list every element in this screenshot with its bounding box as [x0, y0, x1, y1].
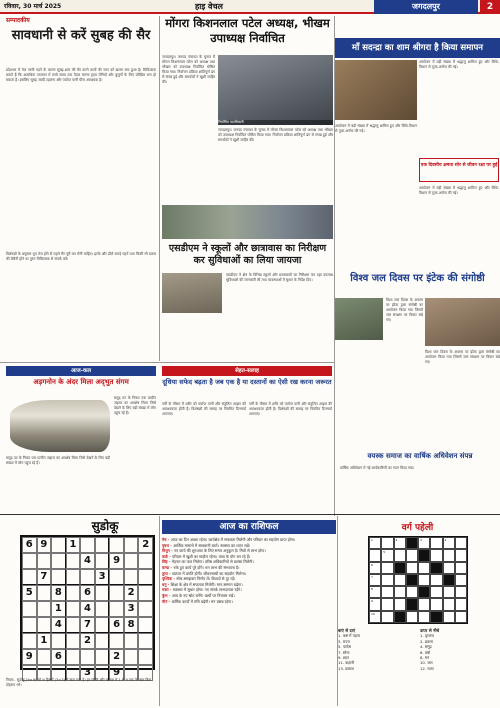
sudoku-cell[interactable]: 4	[80, 553, 95, 569]
crossword-cell[interactable]	[369, 586, 381, 598]
sudoku-cell[interactable]: 9	[109, 553, 124, 569]
crossword-cell[interactable]	[430, 537, 442, 549]
sudoku-cell[interactable]	[22, 601, 37, 617]
zodiac-sign: तुला -	[162, 570, 172, 576]
feature2-band: सेहत-सलाह	[162, 366, 332, 376]
sudoku-cell[interactable]	[37, 553, 52, 569]
crossword-cell[interactable]	[381, 549, 393, 561]
crossword-cell[interactable]	[455, 562, 467, 574]
sudoku-cell[interactable]	[124, 649, 139, 665]
sudoku-cell[interactable]	[138, 601, 153, 617]
sudoku-cell[interactable]	[66, 649, 81, 665]
sudoku-cell[interactable]: 1	[66, 537, 81, 553]
right-body-2-continued: विश्व जल दिवस के अवसर पर इंटेक द्वारा संगोष्ठी का आयोजन किया गया जिसमें जल संरक्षण पर विचार रखे गए।	[425, 350, 500, 365]
horoscope-text: रुके हुए कार्य पूरे होंगे। धन लाभ की संभावना है।	[173, 564, 240, 570]
crossword-cell[interactable]	[381, 586, 393, 598]
zodiac-sign: कन्या -	[162, 564, 174, 570]
right-body-3: वार्षिक अधिवेशन में नई कार्यकारिणी का गठन किया गया।	[340, 466, 415, 470]
sudoku-cell[interactable]	[95, 553, 110, 569]
lead-body-continued: जगदलपुर। जनपद पंचायत के चुनाव में मोंगरा किशनलाल पटेल को अध्यक्ष तथा भीखम को उपाध्यक्ष निर्वाचित घोषित किया गया। निर्वाचन प्रक्रिया शांतिपूर्ण ढंग से संपन्न हुई और समर्थकों ने खुशी जाहिर की।	[218, 128, 333, 143]
crossword-cell[interactable]	[430, 586, 442, 598]
sudoku-cell[interactable]	[109, 601, 124, 617]
sudoku-cell[interactable]	[22, 617, 37, 633]
crossword-cell[interactable]	[381, 611, 393, 623]
feature2-body: गर्मी के मौसम में शरीर को पर्याप्त पानी और संतुलित आहार की आवश्यकता होती है। विशेषज्ञों की सलाह पर नियमित दिनचर्या अपनाएं।	[162, 402, 246, 417]
sudoku-cell[interactable]	[95, 585, 110, 601]
crossword-clue: 12. राजा	[420, 665, 434, 671]
crossword-cell[interactable]	[430, 574, 442, 586]
sudoku-cell[interactable]: 8	[51, 585, 66, 601]
crossword-cell[interactable]	[369, 598, 381, 610]
shipwreck-photo	[10, 400, 110, 452]
crossword-cell	[394, 611, 406, 623]
sudoku-cell[interactable]	[95, 601, 110, 617]
crossword-cell-number: 4	[444, 538, 447, 542]
crossword-cell[interactable]	[455, 537, 467, 549]
sudoku-cell[interactable]: 1	[37, 633, 52, 649]
sudoku-cell[interactable]	[138, 649, 153, 665]
feature-band: आज-कल	[6, 366, 156, 376]
crossword-clue: 10. जल	[420, 660, 433, 666]
zodiac-sign: वृषभ -	[162, 542, 174, 548]
zodiac-sign: सिंह -	[162, 559, 172, 565]
crossword-cell[interactable]	[443, 598, 455, 610]
story2-inset-photo	[162, 273, 222, 313]
sudoku-grid[interactable]	[20, 535, 155, 678]
crossword-clue: 2. ढकना	[420, 638, 433, 644]
horoscope-text: आर्थिक मामलों में सावधानी बरतें। स्वास्थ्य का ध्यान रखें।	[173, 542, 251, 548]
crossword-cell-number: 1	[371, 538, 373, 542]
sudoku-cell[interactable]	[37, 601, 52, 617]
zodiac-sign: कर्क -	[162, 553, 173, 559]
feature2-body-continued: गर्मी के मौसम में शरीर को पर्याप्त पानी और संतुलित आहार की आवश्यकता होती है। विशेषज्ञों की सलाह पर नियमित दिनचर्या अपनाएं।	[249, 402, 332, 417]
sudoku-cell[interactable]	[66, 585, 81, 601]
sudoku-cell[interactable]	[80, 649, 95, 665]
crossword-clue: 6. वर्षा	[420, 649, 431, 655]
crossword-cell[interactable]	[369, 549, 381, 561]
sudoku-cell[interactable]: 1	[51, 601, 66, 617]
sudoku-cell[interactable]: 5	[22, 585, 37, 601]
sudoku-cell[interactable]	[95, 633, 110, 649]
crossword-cell[interactable]	[443, 562, 455, 574]
crossword-cell[interactable]	[381, 574, 393, 586]
crossword-cell-number: 3	[420, 538, 422, 542]
horoscope-text: परिवार में खुशी का माहौल रहेगा। यात्रा के योग बन रहे हैं।	[172, 553, 251, 559]
page-number: 2	[480, 0, 500, 14]
sudoku-cell[interactable]: 8	[124, 617, 139, 633]
lead-photo	[218, 55, 333, 125]
crossword-clue: 5. परदेस	[338, 644, 352, 650]
crossword-clue: 8. मन	[420, 655, 430, 661]
sudoku-cell[interactable]	[95, 617, 110, 633]
zodiac-sign: मेष -	[162, 537, 171, 542]
sudoku-cell[interactable]	[138, 585, 153, 601]
crossword-down-clues	[420, 628, 498, 671]
sudoku-cell[interactable]: 4	[51, 617, 66, 633]
sudoku-cell[interactable]	[124, 553, 139, 569]
lead-headline: मोंगरा किशनलाल पटेल अध्यक्ष, भीखम उपाध्यक्ष निर्वाचित	[165, 16, 330, 45]
crossword-cell	[406, 574, 418, 586]
sudoku-cell[interactable]: 3	[95, 569, 110, 585]
crossword-cell[interactable]	[406, 549, 418, 561]
sudoku-cell[interactable]: 6	[80, 585, 95, 601]
crossword-cell	[418, 549, 430, 561]
crossword-clue: 9. शहर	[338, 655, 349, 661]
sudoku-title: सुडोकू	[91, 519, 119, 533]
crossword-cell-number: 9	[371, 599, 373, 604]
sudoku-cell[interactable]: 7	[80, 617, 95, 633]
horoscope-text: नए कार्य की शुरुआत के लिए समय अनुकूल है। मित्रों से लाभ होगा।	[174, 548, 266, 554]
sudoku-cell[interactable]: 9	[37, 537, 52, 553]
feature-body: समुद्र तट के निकट एक प्राचीन जहाज का अवशेष मिला जिसे देखने के लिए बड़ी संख्या में लोग पहुंच रहे हैं।	[114, 396, 156, 416]
crossword-cell	[394, 562, 406, 574]
zodiac-sign: मीन -	[162, 598, 172, 604]
crossword-cell[interactable]	[443, 611, 455, 623]
sudoku-cell[interactable]	[124, 633, 139, 649]
right-headline-2: विश्व जल दिवस पर इंटेक की संगोष्ठी	[350, 273, 485, 284]
crossword-cell[interactable]	[381, 598, 393, 610]
sudoku-cell[interactable]: 2	[109, 649, 124, 665]
crossword-cell[interactable]	[369, 574, 381, 586]
crossword-cell[interactable]	[418, 574, 430, 586]
sudoku-cell[interactable]: 2	[138, 537, 153, 553]
crossword-cell[interactable]	[455, 574, 467, 586]
sudoku-cell[interactable]	[51, 537, 66, 553]
crossword-cell[interactable]	[455, 598, 467, 610]
sudoku-cell[interactable]	[109, 633, 124, 649]
sudoku-cell[interactable]	[66, 633, 81, 649]
publication-name: हाइ वेचल	[195, 2, 223, 11]
section-divider	[0, 514, 500, 515]
crossword-clue: 4. समुद्र	[420, 644, 432, 650]
sudoku-cell[interactable]: 4	[80, 601, 95, 617]
crossword-cell[interactable]	[443, 549, 455, 561]
horoscope-text: आज का दिन अच्छा रहेगा। कार्यक्षेत्र में सफलता मिलेगी और परिवार का सहयोग प्राप्त होगा।	[170, 537, 296, 542]
right-body-1: आयोजन में बड़ी संख्या में श्रद्धालु शामिल हुए और विधि-विधान से पूजा-अर्चना की गई।	[419, 60, 499, 70]
crossword-cell	[406, 598, 418, 610]
sudoku-cell[interactable]: 6	[109, 617, 124, 633]
crossword-clues	[338, 628, 498, 706]
crossword-cell-number: 7	[371, 574, 373, 579]
sudoku-cell[interactable]	[95, 649, 110, 665]
crossword-grid[interactable]	[368, 536, 468, 624]
sudoku-cell[interactable]	[66, 601, 81, 617]
feature-body-continued: समुद्र तट के निकट एक प्राचीन जहाज का अवशेष मिला जिसे देखने के लिए बड़ी संख्या में लोग पहुंच रहे हैं।	[6, 456, 110, 466]
horoscope-item	[162, 599, 336, 605]
issue-date: रविवार, 30 मार्च 2025	[4, 3, 62, 10]
sudoku-cell[interactable]: 7	[37, 569, 52, 585]
sudoku-cell[interactable]: 9	[109, 665, 124, 681]
crossword-cell-number: 5	[383, 550, 386, 555]
zodiac-sign: मिथुन -	[162, 548, 175, 554]
sudoku-cell[interactable]: 6	[51, 649, 66, 665]
right-box-body: आयोजन में बड़ी संख्या में श्रद्धालु शामिल हुए और विधि-विधान से पूजा-अर्चना की गई।	[419, 186, 499, 196]
crossword-cell[interactable]	[381, 562, 393, 574]
crossword-cell	[430, 562, 442, 574]
crossword-across-clues	[338, 628, 416, 671]
sudoku-cell[interactable]	[124, 537, 139, 553]
right-photo-2	[425, 298, 500, 346]
crossword-cell[interactable]	[418, 598, 430, 610]
crossword-cell[interactable]	[418, 537, 430, 549]
story2-photo	[162, 205, 333, 239]
editorial-body-continued: विशेषज्ञों के अनुसार धूप तेज होने से पहले सैर पूरी कर लेनी चाहिए। हल्के और ढीले कपड़े पहनें तथा किसी भी प्रकार की बेचैनी होने पर तुरंत चिकित्सक से संपर्क करें।	[6, 252, 156, 262]
sudoku-cell[interactable]: 2	[124, 585, 139, 601]
crossword-cell[interactable]	[394, 549, 406, 561]
sudoku-cell[interactable]	[138, 633, 153, 649]
crossword-cell[interactable]	[455, 611, 467, 623]
feature-headline: अड़गनोन के अंदर मिला अद्‌भुत संगम	[33, 378, 129, 386]
right-photo-1	[335, 60, 417, 120]
sudoku-cell[interactable]	[37, 585, 52, 601]
sudoku-cell[interactable]: 9	[22, 649, 37, 665]
crossword-cell[interactable]	[443, 537, 455, 549]
editorial-body: प्रदेशभर में तेज गरमी पड़ने के कारण सुबह-शाम की सैर करने वालों की जान को खतरा बना हुआ है। चिकित्सक बताते हैं कि अत्यधिक तापमान में लम्बे समय तक पैदल चलना हृदय रोगियों और बुजुर्गों के लिए जोखिम भरा हो सकता है। इसलिए सुबह जल्दी टहलना और पर्याप्त पानी पीना आवश्यक है।	[6, 68, 156, 83]
sudoku-cell[interactable]	[66, 569, 81, 585]
sudoku-cell[interactable]	[22, 633, 37, 649]
crossword-cell[interactable]	[394, 574, 406, 586]
crossword-cell	[430, 611, 442, 623]
horoscope-text: धार्मिक कार्यों में रुचि बढ़ेगी। मन प्रसन्न रहेगा।	[171, 598, 233, 604]
crossword-cell	[418, 586, 430, 598]
zodiac-sign: मकर -	[162, 587, 173, 593]
horoscope-text: स्वास्थ्य में सुधार होगा। नए संपर्क लाभदायक रहेंगे।	[172, 587, 242, 593]
horoscope-text: सोच-समझकर निर्णय लें। विवादों से दूर रहें।	[176, 576, 236, 582]
story2-body: एसडीएम ने क्षेत्र के विभिन्न स्कूलों और छात्रावासों का निरीक्षण कर वहां उपलब्ध सुविधाओं की जानकारी ली तथा व्यवस्थाओं में सुधार के निर्देश दिए।	[226, 273, 333, 283]
horoscope-title: आज का राशिफल	[162, 520, 336, 534]
crossword-cell[interactable]	[406, 562, 418, 574]
sudoku-cell[interactable]: 6	[22, 537, 37, 553]
crossword-cell[interactable]	[394, 537, 406, 549]
sudoku-cell[interactable]	[51, 553, 66, 569]
sudoku-cell[interactable]	[37, 617, 52, 633]
crossword-cell[interactable]	[430, 549, 442, 561]
right-photo-3	[335, 298, 383, 340]
sudoku-cell[interactable]	[138, 553, 153, 569]
crossword-cell-number: 6	[371, 562, 373, 567]
crossword-cell	[406, 537, 418, 549]
crossword-cell[interactable]	[455, 586, 467, 598]
sudoku-cell[interactable]	[51, 569, 66, 585]
crossword-across-heading: बाएं से दाएं	[338, 628, 356, 633]
sudoku-cell[interactable]	[109, 585, 124, 601]
crossword-clue: 13. प्रकाश	[338, 665, 354, 671]
crossword-cell[interactable]	[369, 537, 381, 549]
lead-body: जगदलपुर। जनपद पंचायत के चुनाव में मोंगरा किशनलाल पटेल को अध्यक्ष तथा भीखम को उपाध्यक्ष निर्वाचित घोषित किया गया। निर्वाचन प्रक्रिया शांतिपूर्ण ढंग से संपन्न हुई और समर्थकों ने खुशी जाहिर की।	[162, 55, 215, 85]
crossword-cell[interactable]	[430, 598, 442, 610]
sudoku-cell[interactable]	[109, 537, 124, 553]
sudoku-cell[interactable]	[22, 553, 37, 569]
crossword-cell[interactable]	[418, 562, 430, 574]
sudoku-cell[interactable]: 2	[80, 633, 95, 649]
sudoku-cell[interactable]	[138, 617, 153, 633]
sudoku-cell[interactable]	[80, 537, 95, 553]
crossword-cell[interactable]	[369, 562, 381, 574]
crossword-clue: 7. सोना	[338, 649, 350, 655]
zodiac-sign: वृश्चिक -	[162, 576, 177, 582]
right-headline-3: वयस्क समाज का वार्षिक अधिवेशन संपन्न	[367, 452, 473, 460]
crossword-cell[interactable]	[418, 611, 430, 623]
lead-photo-caption: निर्वाचित पदाधिकारी	[218, 120, 333, 125]
column-divider	[159, 16, 160, 361]
sudoku-cell[interactable]	[80, 569, 95, 585]
crossword-cell[interactable]	[406, 611, 418, 623]
crossword-clue: 1. कष्ट में पड़ना	[338, 633, 360, 639]
sudoku-cell[interactable]	[66, 617, 81, 633]
sudoku-cell[interactable]	[51, 633, 66, 649]
horoscope-text: मेहनत का फल मिलेगा। वरिष्ठ अधिकारियों से प्रशंसा मिलेगी।	[171, 559, 254, 565]
crossword-cell[interactable]	[443, 586, 455, 598]
crossword-cell-number: 8	[371, 587, 373, 592]
horoscope-text: शिक्षा के क्षेत्र में सफलता मिलेगी। मान-सम्मान बढ़ेगा।	[170, 581, 243, 587]
zodiac-sign: कुंभ -	[162, 592, 172, 598]
crossword-cell-number: 2	[395, 538, 398, 542]
sudoku-cell[interactable]	[138, 569, 153, 585]
zodiac-sign: धनु -	[162, 581, 171, 587]
sudoku-cell[interactable]	[66, 553, 81, 569]
sudoku-cell[interactable]	[109, 569, 124, 585]
editorial-headline: सावधानी से करें सुबह की सैर	[11, 28, 151, 43]
crossword-title: वर्ग पहेली	[401, 523, 434, 533]
crossword-cell-number: 10	[371, 611, 375, 616]
crossword-cell[interactable]	[455, 549, 467, 561]
crossword-cell[interactable]	[381, 537, 393, 549]
sudoku-cell[interactable]: 3	[124, 601, 139, 617]
horoscope-text: आय के नए स्रोत बनेंगे। खर्चों पर नियंत्रण रखें।	[171, 592, 235, 598]
right-headline-1: माँ सदन्द्रा का शाम श्रीगरा है किया समापन	[335, 38, 500, 58]
editorial-tag: सम्पादकीय	[6, 17, 30, 24]
edition-city: जगदलपुर	[374, 0, 478, 14]
crossword-cell[interactable]	[394, 586, 406, 598]
sudoku-rules: नियम:- सुडोकू (9×9) को 9 हिस्सों (3×3) में बांटा गया है। हर पंक्ति और कॉलम में 1 से 9 तक के अंक बिना दोहराए भरें।	[6, 678, 152, 687]
horoscope-list	[162, 537, 336, 705]
crossword-down-heading: ऊपर से नीचे	[420, 628, 440, 633]
crossword-clue: 3. राज्य	[338, 638, 350, 644]
sudoku-cell[interactable]	[124, 569, 139, 585]
horoscope-text: व्यापार में प्रगति होगी। जीवनसाथी का सहयोग मिलेगा।	[171, 570, 247, 576]
sudoku-cell[interactable]	[37, 649, 52, 665]
feature2-headline: दूधिया सफेद बढ़ता है जब एक है या दस्तानों का ऐसी रख करना जरूरत	[162, 378, 332, 386]
masthead	[0, 0, 500, 14]
column-divider	[159, 516, 160, 706]
crossword-cell	[443, 574, 455, 586]
crossword-cell[interactable]	[406, 586, 418, 598]
right-body-2: विश्व जल दिवस के अवसर पर इंटेक द्वारा संगोष्ठी का आयोजन किया गया जिसमें जल संरक्षण पर विचार रखे गए।	[386, 298, 423, 323]
crossword-clue: 1. वृत्तान्त	[420, 633, 434, 639]
right-body-1-continued: आयोजन में बड़ी संख्या में श्रद्धालु शामिल हुए और विधि-विधान से पूजा-अर्चना की गई।	[335, 124, 417, 134]
sudoku-cell[interactable]	[95, 537, 110, 553]
crossword-clue: 11. कहानी	[338, 660, 355, 666]
crossword-cell[interactable]	[394, 598, 406, 610]
crossword-cell[interactable]	[369, 611, 381, 623]
sudoku-cell[interactable]: 3	[80, 665, 95, 681]
story2-headline: एसडीएम ने स्कूलों और छात्रावास का निरीक्षण कर सुविधाओं का लिया जायजा	[168, 243, 327, 266]
section-divider	[0, 362, 334, 363]
sudoku-cell[interactable]	[22, 569, 37, 585]
right-boxed-headline: एक दिवसीय क्षमता शोर से जीवन रक्षा पर हुई	[419, 158, 499, 182]
